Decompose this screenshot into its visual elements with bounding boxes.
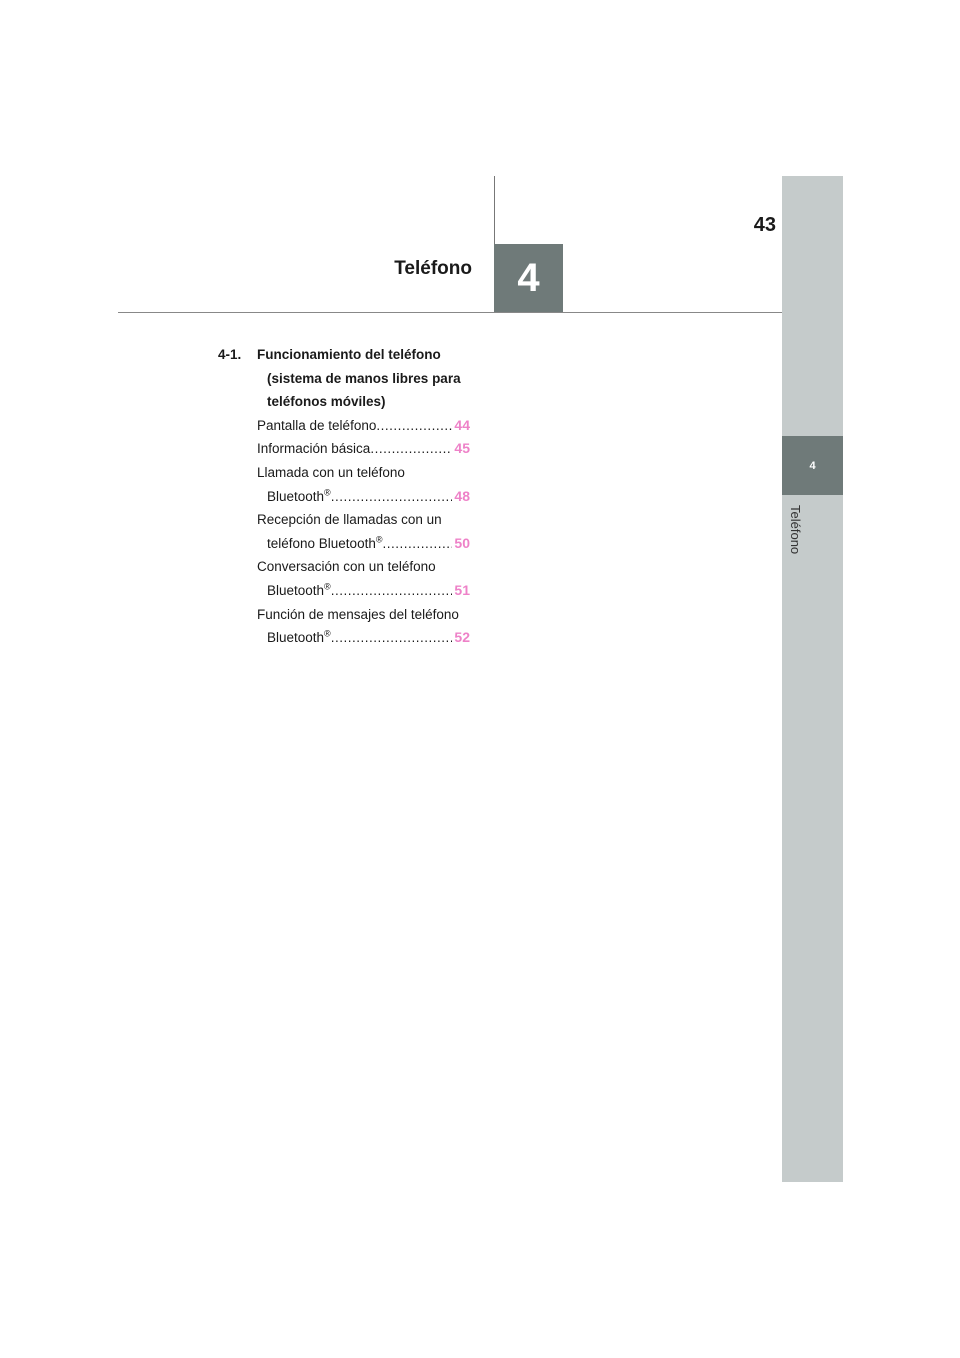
- toc-entry-label: Bluetooth®: [267, 487, 331, 504]
- toc-leader-dots: [370, 437, 452, 461]
- toc-leader-dots: [331, 579, 453, 603]
- toc-section-number: 4-1.: [218, 347, 242, 362]
- toc-leader-dots: [376, 414, 452, 438]
- toc-page-link[interactable]: 50: [454, 534, 470, 551]
- toc-section-heading: [218, 343, 470, 414]
- toc-entry-label: Pantalla de teléfono: [257, 417, 377, 433]
- toc-leader-dots: [331, 626, 453, 650]
- header-horizontal-rule: [118, 312, 782, 313]
- toc-entry[interactable]: [218, 555, 470, 602]
- sidebar-chapter-tab[interactable]: 4: [782, 436, 843, 495]
- toc-page-link[interactable]: 52: [454, 629, 470, 646]
- toc-page-link[interactable]: 51: [454, 581, 470, 598]
- toc-entry[interactable]: [218, 437, 470, 461]
- sidebar-chapter-label: Teléfono: [788, 505, 803, 555]
- toc-page-link[interactable]: 48: [454, 487, 470, 504]
- toc-leader-dots: [331, 485, 453, 509]
- toc-entry-label: Llamada con un teléfono: [257, 464, 405, 480]
- toc-entry-label: Conversación con un teléfono: [257, 559, 436, 575]
- sidebar-strip: [782, 176, 843, 1182]
- toc-entry-label: Función de mensajes del teléfono: [257, 606, 459, 622]
- toc-page-link[interactable]: 45: [454, 440, 470, 457]
- toc-section-title: Funcionamiento del teléfono (sistema de manos libres para teléfonos móviles): [257, 347, 461, 410]
- toc-entry-label: Bluetooth®: [267, 628, 331, 646]
- chapter-title: Teléfono: [394, 258, 472, 279]
- toc-entry-label: Recepción de llamadas con un: [257, 512, 442, 528]
- table-of-contents: [218, 343, 470, 650]
- toc-entry[interactable]: [218, 414, 470, 438]
- toc-entry-label: Información básica: [257, 441, 371, 457]
- chapter-number-box: 4: [494, 244, 563, 312]
- toc-leader-dots: [382, 532, 452, 556]
- toc-page-link[interactable]: 44: [454, 416, 470, 433]
- header-vertical-rule: [494, 176, 495, 244]
- page-number: 43: [753, 214, 776, 236]
- toc-entry-label: teléfono Bluetooth®: [267, 534, 383, 551]
- toc-entry-label: Bluetooth®: [267, 581, 331, 598]
- toc-entry[interactable]: [218, 461, 470, 508]
- toc-entry[interactable]: [218, 508, 470, 555]
- toc-entry[interactable]: [218, 603, 470, 650]
